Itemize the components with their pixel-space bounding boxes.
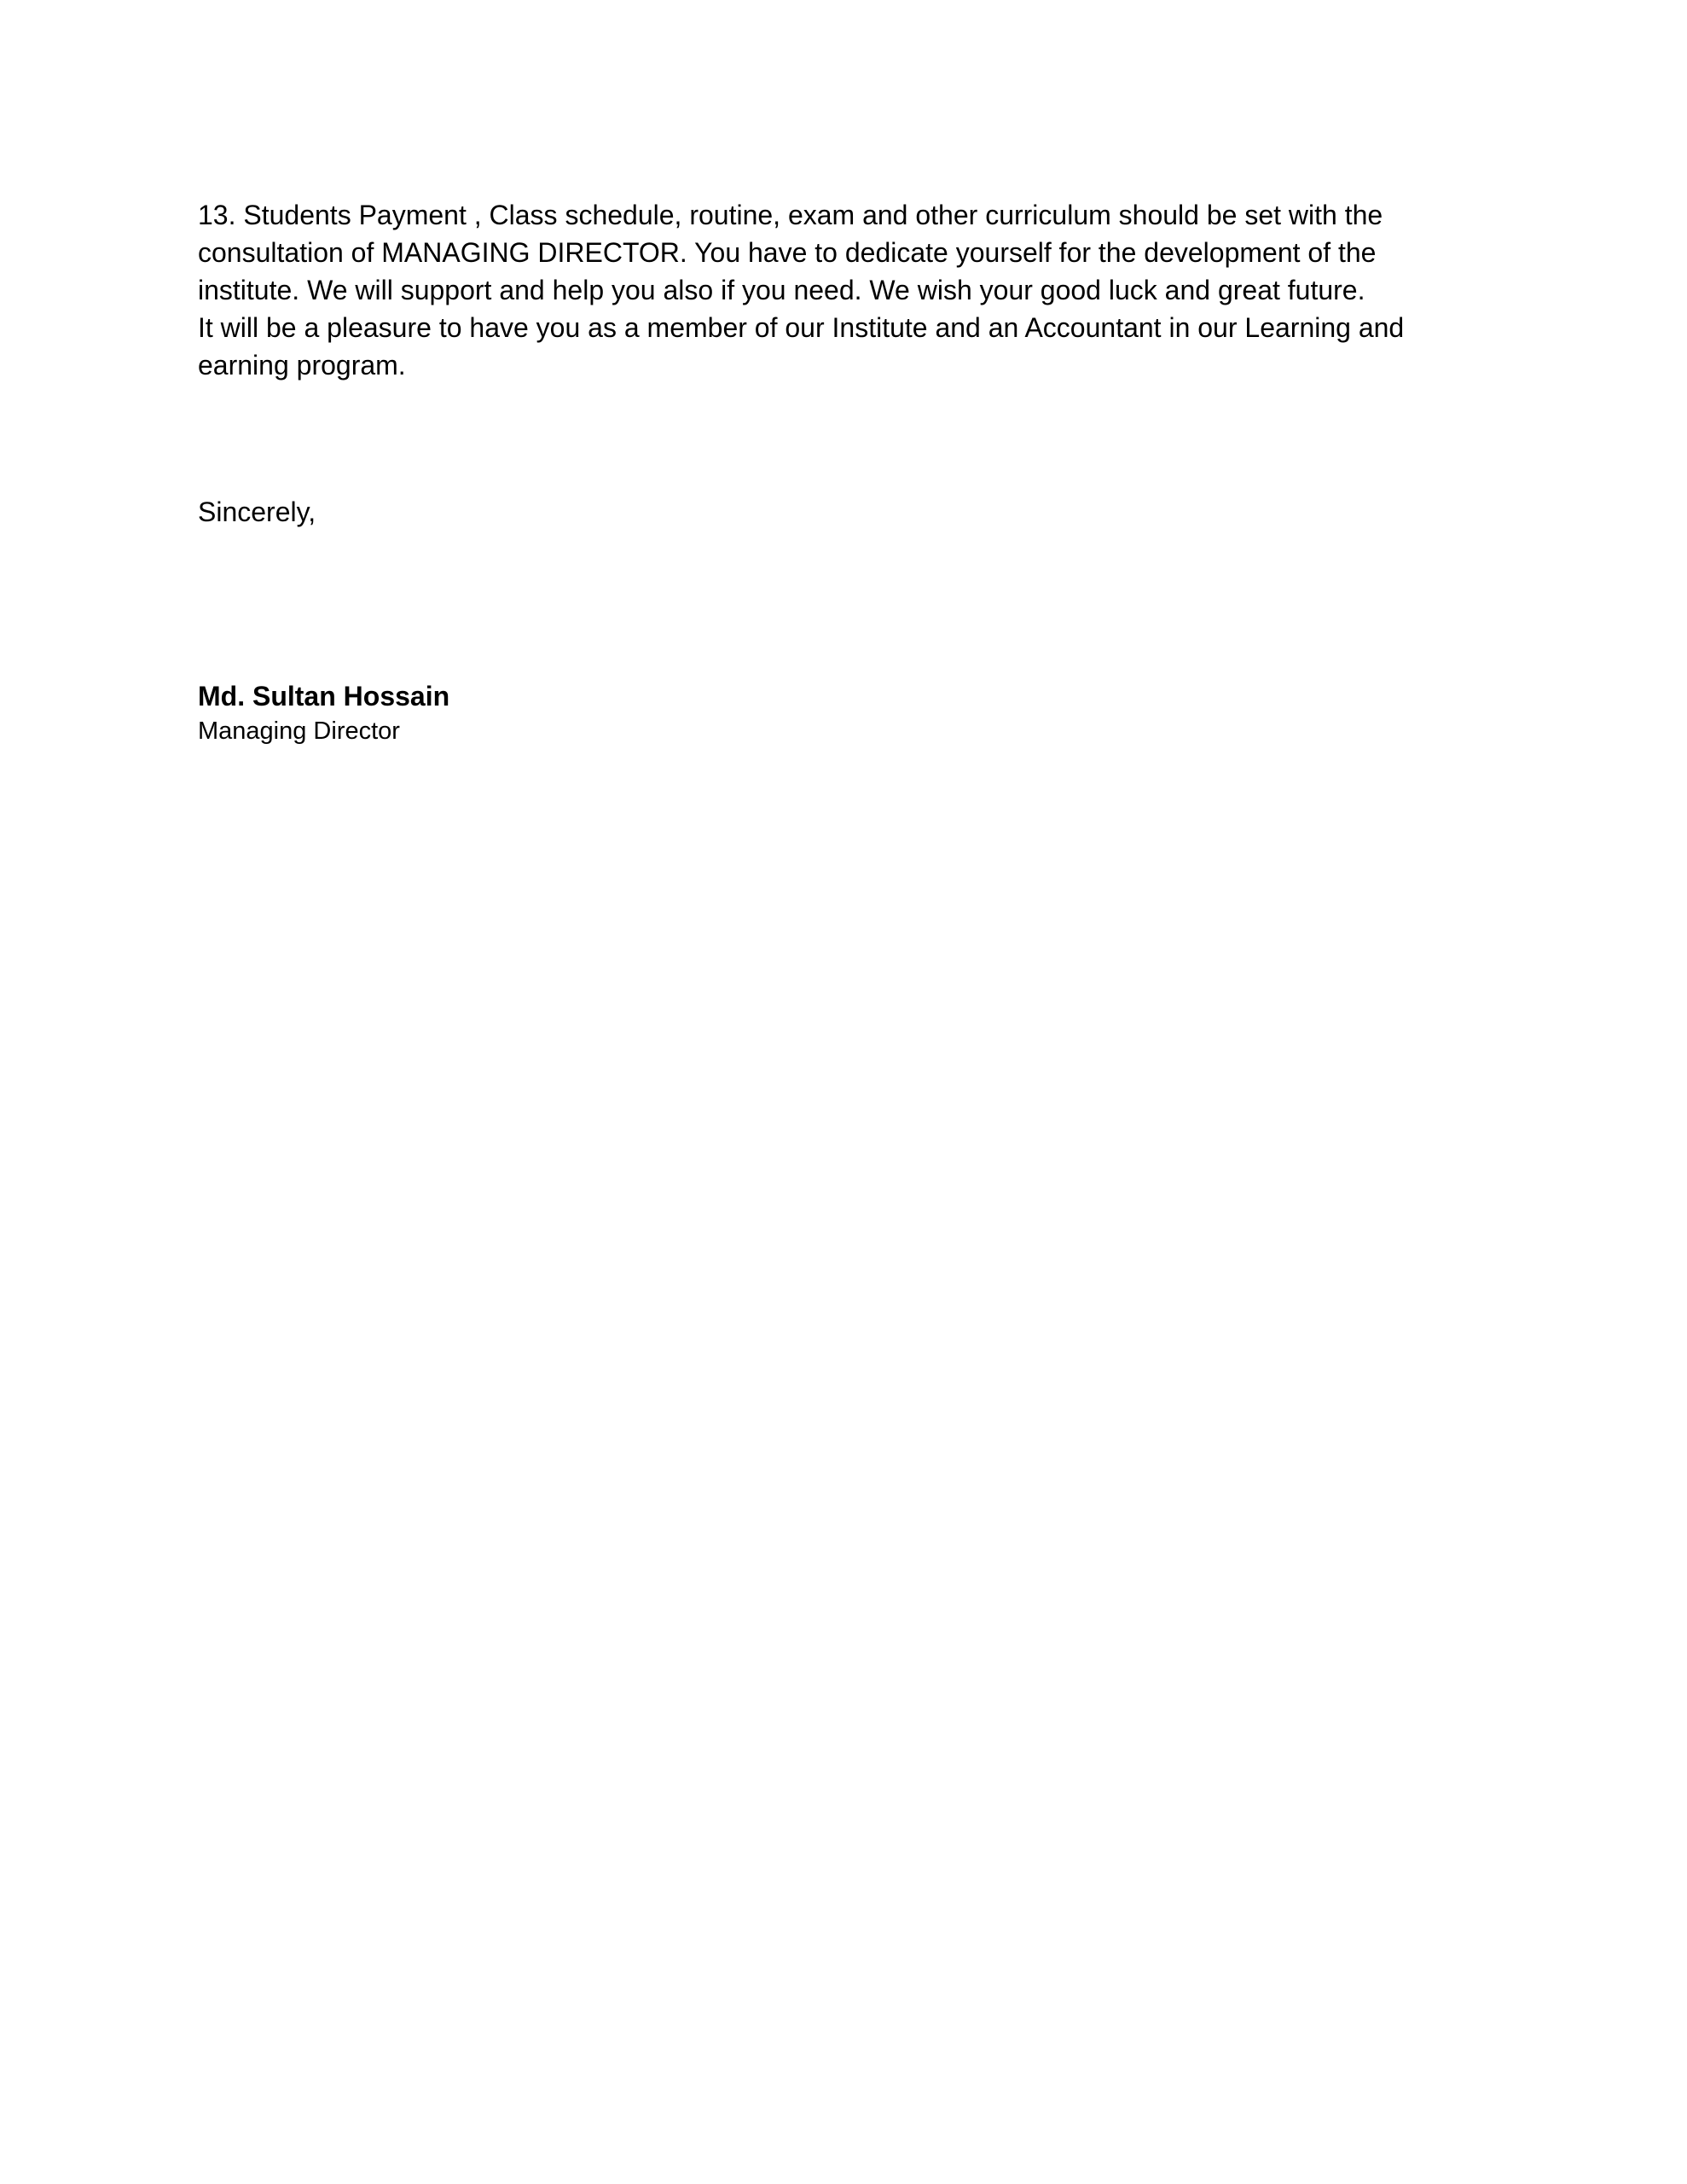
signer-title: Managing Director [198, 717, 400, 745]
letter-body [198, 196, 1494, 384]
body-line: institute. We will support and help you also if you need. We wish your good luck and great future. [198, 275, 1365, 305]
closing-salutation: Sincerely, [198, 497, 316, 527]
body-paragraph [198, 196, 1494, 384]
body-line: 13. Students Payment , Class schedule, routine, exam and other curriculum should be set with the [198, 200, 1383, 230]
body-line: consultation of MANAGING DIRECTOR. You have to dedicate yourself for the development of the [198, 237, 1377, 268]
signer-name: Md. Sultan Hossain [198, 681, 450, 712]
body-line: It will be a pleasure to have you as a member of our Institute and an Accountant in our Learning and [198, 312, 1405, 343]
body-line: earning program. [198, 350, 406, 380]
signature-block [198, 678, 449, 748]
